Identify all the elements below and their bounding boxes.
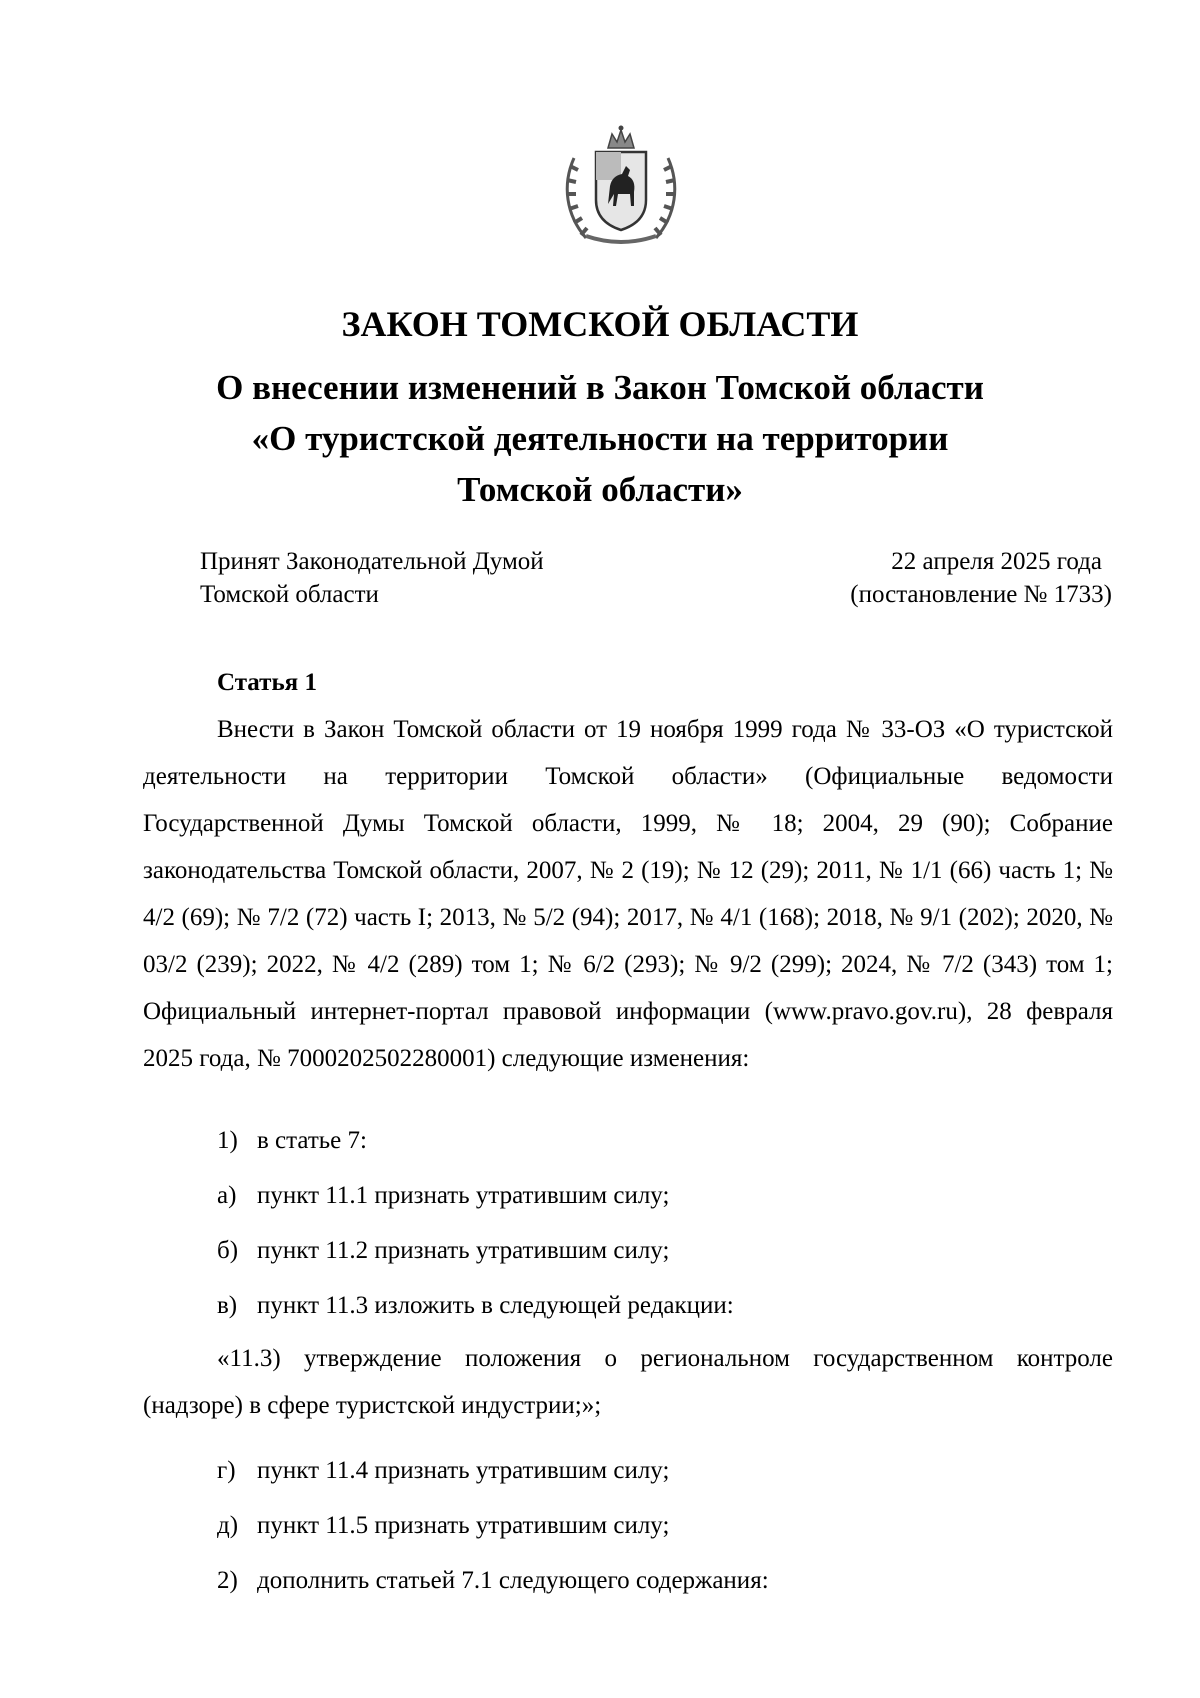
list-text: пункт 11.5 признать утратившим силу; <box>257 1512 670 1539</box>
list-item <box>217 1117 367 1164</box>
list-item <box>217 1282 734 1329</box>
list-marker: г) <box>217 1457 236 1484</box>
subtitle-line: «О туристской деятельности на территории <box>251 419 949 458</box>
subtitle-line: О внесении изменений в Закон Томской области <box>216 368 984 407</box>
resolution-number: (постановление № 1733) <box>850 581 1112 608</box>
amendment-quote <box>143 1335 1113 1429</box>
list-text: пункт 11.4 признать утратившим силу; <box>257 1457 670 1484</box>
law-subtitle <box>0 362 1200 515</box>
adoption-date-text: 22 апреля 2025 года <box>891 548 1102 575</box>
list-marker: б) <box>217 1237 239 1264</box>
list-marker: 2) <box>217 1567 238 1594</box>
list-item <box>217 1447 669 1494</box>
list-text: дополнить статьей 7.1 следующего содержания: <box>257 1567 769 1594</box>
list-text: в статье 7: <box>257 1127 367 1154</box>
article-intro-paragraph: Внести в Закон Томской области от 19 ноября 1999 года № 33-ОЗ «О туристской деятельности на территории Томской области» (Официальные ведомости Государственной Думы Томской области, 1999, № 18; 2004, 29 (90); Собрание законодательства Томской области, 2007, № 2 (19); № 12 (29); 2011, № 1/1 (66) часть 1; № 4/2 (69); № 7/2 (72) часть I; 2013, № 5/2 (94); 2017, № 4/1 (168); 2018, № 9/1 (202); 2020, № 03/2 (239); 2022, № 4/2 (289) том 1; № 6/2 (293); № 9/2 (299); 2024, № 7/2 (343) том 1; Официальный интернет-портал правовой информации (www.pravo.gov.ru), 28 февраля 2025 года, № 7000202502280001) следующие изменения: <box>143 716 1113 1072</box>
subtitle-line: Томской области» <box>457 470 743 509</box>
list-text: пункт 11.1 признать утратившим силу; <box>257 1182 670 1209</box>
tomsk-coat-of-arms-icon <box>556 120 686 250</box>
adoption-authority: Принят Законодательной Думой Томской области <box>200 548 544 608</box>
list-item <box>217 1227 669 1274</box>
article-body <box>143 706 1113 1082</box>
article-heading: Статья 1 <box>217 669 317 696</box>
list-item <box>217 1172 669 1219</box>
quote-paragraph: «11.3) утверждение положения о региональном государственном контроле (надзоре) в сфере туристской индустрии;»; <box>143 1345 1113 1419</box>
list-text: пункт 11.3 изложить в следующей редакции: <box>257 1292 734 1319</box>
list-item <box>217 1557 769 1604</box>
list-marker: 1) <box>217 1127 238 1154</box>
adoption-date <box>850 545 1112 611</box>
law-title: ЗАКОН ТОМСКОЙ ОБЛАСТИ <box>341 304 859 344</box>
list-marker: д) <box>217 1512 239 1539</box>
list-text: пункт 11.2 признать утратившим силу; <box>257 1237 670 1264</box>
list-marker: в) <box>217 1292 238 1319</box>
list-marker: а) <box>217 1182 237 1209</box>
list-item <box>217 1502 669 1549</box>
